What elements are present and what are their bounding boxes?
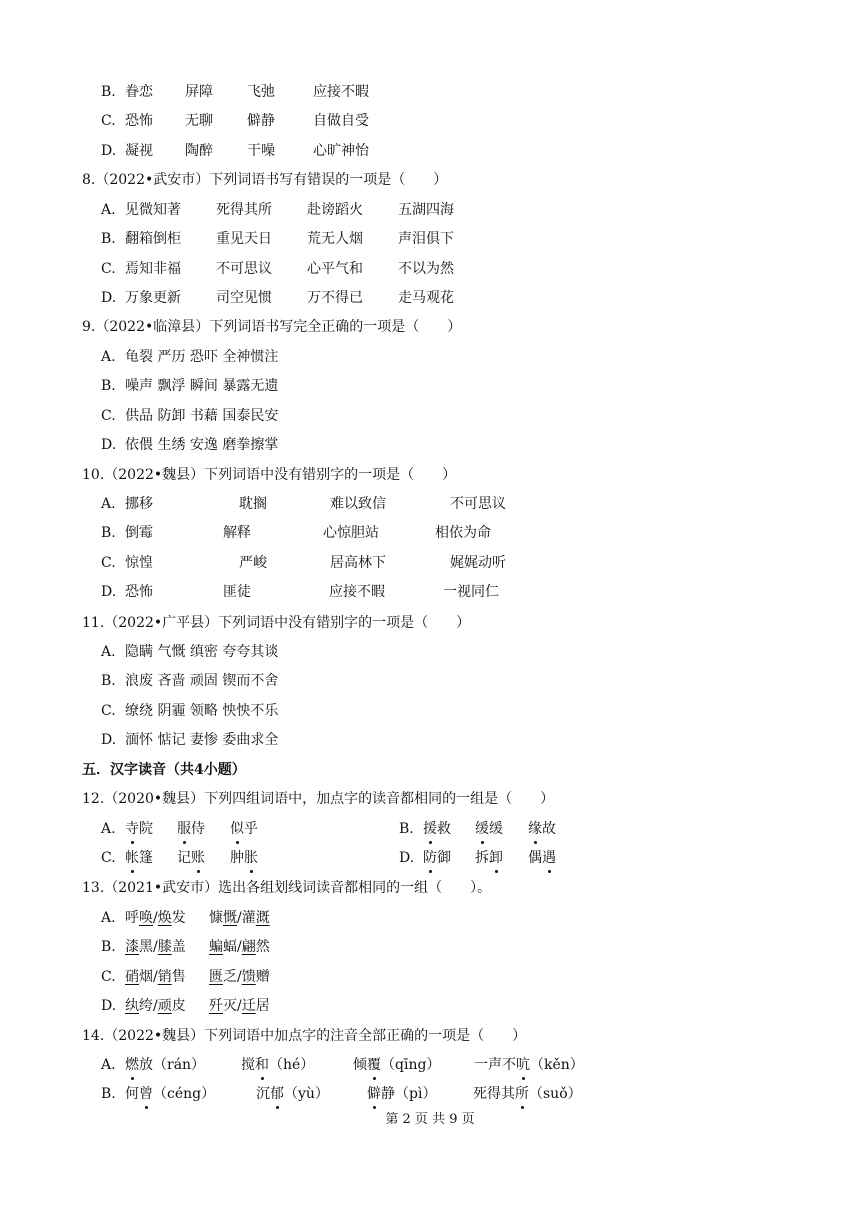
option-word: 走马观花: [398, 290, 454, 307]
option-word: 恐怖: [125, 113, 153, 130]
option-word: 死得其所: [216, 202, 272, 218]
option-word: 见微知著: [125, 202, 181, 218]
dotted-item: [256, 1086, 329, 1102]
option-word: 声泪俱下: [398, 231, 454, 248]
dotted-char: 缘: [528, 817, 542, 841]
dotted-char: 卸: [489, 846, 503, 870]
underlined-word: [242, 998, 270, 1014]
text-segment: （kěn）: [530, 1057, 584, 1073]
question-12-stem: 12.（2020•魏县）下列四组词语中，加点字的读音都相同的一组是（ ）: [82, 791, 555, 807]
dotted-word: [125, 821, 153, 837]
option-word: 司空见惯: [216, 290, 272, 307]
text-segment: 静（pì）: [381, 1086, 437, 1103]
underlined-word: [242, 910, 270, 926]
text-segment: 何: [125, 1086, 139, 1103]
option-label: A.: [101, 349, 116, 365]
dotted-item: [474, 1057, 584, 1073]
option-word: 挪移: [125, 496, 153, 512]
word-pair: [125, 935, 186, 959]
text-segment: 乎: [244, 821, 258, 837]
option-item: [125, 1053, 205, 1077]
option-word: 不可思议: [450, 496, 506, 512]
option-text: 龟裂 严历 恐吓 全神惯注: [125, 349, 279, 365]
option-word: 应接不暇: [329, 584, 385, 601]
underlined-char: 销: [157, 968, 172, 985]
option-label: B.: [101, 231, 116, 248]
underlined-char: 翩: [241, 939, 256, 956]
option-word: [528, 817, 556, 841]
option-label: D.: [101, 142, 117, 159]
dotted-char: 帐: [125, 846, 139, 870]
option-word: 相依为命: [435, 525, 491, 542]
option-word: 心惊胆站: [323, 525, 379, 542]
text-segment: 居: [255, 998, 270, 1015]
option-label: C.: [101, 113, 116, 130]
option-word: 不以为然: [398, 260, 454, 277]
underlined-char: 匮: [209, 968, 223, 985]
text-segment: 烟: [139, 968, 153, 985]
dotted-char: 寺: [125, 817, 139, 841]
slash-separator: /: [153, 998, 158, 1015]
underlined-char: 迁: [241, 998, 256, 1015]
section-title: 五．汉字读音（共4小题）: [82, 762, 246, 778]
word-pair: [209, 935, 270, 959]
text-segment: 故: [542, 821, 556, 837]
dotted-char: 遇: [542, 846, 556, 870]
underlined-word: [125, 998, 153, 1014]
underlined-char: 溉: [255, 910, 270, 926]
option-label: C.: [101, 554, 116, 571]
option-word: 心平气和: [307, 260, 363, 277]
option-label: B.: [101, 378, 116, 395]
word-pair: [125, 994, 186, 1018]
question-8-stem: 8.（2022•武安市）下列词语书写有错误的一项是（ ）: [82, 172, 448, 188]
option-word: 严峻: [239, 554, 267, 571]
text-segment: 救: [437, 821, 451, 837]
underlined-char: 顽: [157, 998, 172, 1015]
option-item: [473, 1082, 582, 1106]
option-word: 焉知非福: [125, 260, 181, 277]
option-item: [256, 1082, 329, 1106]
text-segment: （suǒ）: [529, 1086, 582, 1103]
underlined-word: [158, 910, 186, 926]
option-word: 一视同仁: [443, 584, 499, 601]
option-text: 依偎 生绣 安逸 磨拳擦掌: [125, 437, 279, 454]
underlined-word: [125, 969, 153, 985]
option-word: 万象更新: [125, 290, 181, 307]
option-item: [474, 1053, 584, 1077]
option-word: 耽搁: [239, 496, 267, 512]
option-word: 恐怖: [125, 584, 153, 601]
underlined-char: 焕: [157, 910, 172, 926]
text-segment: 售: [171, 968, 186, 985]
option-label: B.: [101, 673, 116, 690]
option-word: [230, 817, 258, 841]
underlined-char: 唤: [139, 910, 153, 926]
dotted-word: [528, 821, 556, 837]
underlined-word: [209, 910, 237, 926]
dotted-char: 缓: [475, 817, 489, 841]
dotted-word: [230, 821, 258, 837]
option-word: 心旷神怡: [313, 142, 369, 159]
option-item: [125, 1082, 215, 1106]
option-label: B.: [101, 939, 116, 956]
option-word: 赴谤蹈火: [307, 202, 363, 218]
option-item: [353, 1053, 440, 1077]
question-11-stem: 11.（2022•广平县）下列词语中没有错别字的一项是（ ）: [82, 615, 471, 631]
option-label: A.: [101, 910, 116, 926]
option-word: [475, 846, 503, 870]
option-word: 匪徒: [223, 584, 251, 601]
option-word: 万不得已: [307, 290, 363, 307]
word-pair: [125, 965, 186, 989]
text-segment: 放（rán）: [139, 1057, 206, 1073]
dotted-item: [125, 1057, 205, 1073]
dotted-word: [177, 850, 205, 866]
dotted-char: 账: [191, 846, 205, 870]
text-segment: 院: [139, 821, 153, 837]
option-text: 隐瞒 气慨 缜密 夸夸其谈: [125, 644, 279, 660]
option-label: D.: [399, 850, 415, 866]
dotted-char: 郁: [270, 1082, 284, 1106]
text-segment: （qīng）: [381, 1057, 441, 1073]
dotted-item: [473, 1086, 582, 1102]
option-word: 难以致信: [330, 496, 386, 512]
dotted-word: [423, 821, 451, 837]
underlined-word: [209, 939, 237, 955]
dotted-word: [177, 821, 205, 837]
dotted-word: [475, 821, 503, 837]
slash-separator: /: [237, 939, 242, 956]
text-segment: 偶: [528, 850, 542, 866]
option-label: B.: [399, 821, 414, 837]
option-word: 解释: [223, 525, 251, 542]
underlined-char: 蝙: [209, 939, 223, 956]
option-word: 不可思议: [216, 260, 272, 277]
underlined-word: [158, 969, 186, 985]
option-label: D.: [101, 584, 117, 601]
option-label: A.: [101, 202, 116, 218]
option-word: 重见天日: [216, 231, 272, 248]
option-label: B.: [101, 1086, 116, 1103]
option-label: A.: [101, 496, 116, 512]
word-pair: [209, 994, 270, 1018]
underlined-word: [125, 939, 153, 955]
underlined-char: 慨: [223, 910, 237, 926]
option-word: [125, 846, 153, 870]
underlined-word: [125, 910, 153, 926]
dotted-word: [475, 850, 503, 866]
option-word: [423, 846, 451, 870]
option-word: 倒霉: [125, 525, 153, 542]
dotted-word: [230, 850, 258, 866]
text-segment: 篷: [139, 850, 153, 866]
text-segment: 绔: [139, 998, 153, 1015]
underlined-word: [242, 969, 270, 985]
text-segment: 蝠: [223, 939, 237, 956]
dotted-char: 覆: [367, 1053, 381, 1077]
text-segment: 记: [177, 850, 191, 866]
dotted-item: [241, 1057, 314, 1073]
option-word: 陶醉: [185, 142, 213, 159]
underlined-char: 漆: [125, 939, 139, 956]
dotted-char: 曾: [139, 1082, 153, 1106]
text-segment: 乏: [223, 968, 237, 985]
text-segment: 沉: [256, 1086, 270, 1103]
underlined-char: 纨: [125, 998, 139, 1015]
dotted-item: [353, 1057, 440, 1073]
option-text: 供品 防卸 书藉 国泰民安: [125, 407, 279, 424]
underlined-word: [158, 998, 186, 1014]
option-word: [475, 817, 503, 841]
underlined-word: [209, 998, 237, 1014]
option-word: 娓娓动听: [450, 554, 506, 571]
dotted-word: [528, 850, 556, 866]
text-segment: （céng）: [153, 1086, 216, 1103]
option-word: 自做自受: [313, 113, 369, 130]
text-segment: 搅: [241, 1057, 255, 1073]
question-9-stem: 9.（2022•临漳县）下列词语书写完全正确的一项是（ ）: [82, 319, 462, 335]
option-label: D.: [101, 732, 117, 749]
text-segment: 呼: [125, 910, 139, 926]
option-word: 居高林下: [330, 554, 386, 571]
text-segment: 御: [437, 850, 451, 866]
slash-separator: /: [153, 910, 158, 926]
option-label: A.: [101, 644, 116, 660]
option-label: D.: [101, 437, 117, 454]
question-10-stem: 10.（2022•魏县）下列词语中没有错别字的一项是（ ）: [82, 467, 457, 483]
text-segment: 发: [171, 910, 186, 926]
option-text: 缭绕 阴霾 领略 怏怏不乐: [125, 702, 279, 719]
text-segment: 肿: [230, 850, 244, 866]
text-segment: 灌: [241, 910, 256, 926]
option-word: 飞弛: [247, 84, 275, 100]
slash-separator: /: [237, 968, 242, 985]
slash-separator: /: [237, 998, 242, 1015]
word-pair: [125, 906, 186, 930]
dotted-char: 援: [423, 817, 437, 841]
underlined-word: [242, 939, 270, 955]
option-word: 干噪: [247, 142, 275, 159]
option-label: D.: [101, 290, 117, 307]
option-text: 湎怀 惦记 妻惨 委曲求全: [125, 732, 279, 749]
page-footer: 第 2 页 共 9 页: [385, 1112, 475, 1127]
option-label: C.: [101, 850, 116, 866]
option-text: 噪声 飘浮 瞬间 暴露无遗: [125, 378, 279, 395]
dotted-char: 僻: [367, 1082, 381, 1106]
question-14-stem: 14.（2022•魏县）下列词语中加点字的注音全部正确的一项是（ ）: [82, 1028, 527, 1044]
word-pair: [209, 965, 270, 989]
option-word: 眷恋: [125, 84, 153, 100]
dotted-char: 和: [255, 1053, 269, 1077]
dotted-char: 吭: [516, 1053, 530, 1077]
option-word: [177, 817, 205, 841]
dotted-char: 所: [515, 1082, 529, 1106]
underlined-char: 硝: [125, 968, 139, 985]
option-word: [125, 817, 153, 841]
option-word: 无聊: [185, 113, 213, 130]
option-item: [241, 1053, 314, 1077]
dotted-char: 似: [230, 817, 244, 841]
option-label: B.: [101, 84, 116, 100]
dotted-char: 燃: [125, 1053, 139, 1077]
dotted-char: 胀: [244, 846, 258, 870]
option-word: [423, 817, 451, 841]
text-segment: 皮: [171, 998, 186, 1015]
text-segment: 缓: [489, 821, 503, 837]
text-segment: 盖: [171, 939, 186, 956]
underlined-char: 馈: [241, 968, 256, 985]
option-label: C.: [101, 407, 116, 424]
underlined-word: [209, 969, 237, 985]
text-segment: 灭: [223, 998, 237, 1015]
dotted-item: [125, 1086, 215, 1102]
text-segment: （yù）: [284, 1086, 329, 1103]
dotted-item: [367, 1086, 436, 1102]
option-label: A.: [101, 1057, 116, 1073]
option-word: [177, 846, 205, 870]
text-segment: 倾: [353, 1057, 367, 1073]
option-word: 应接不暇: [313, 84, 369, 100]
slash-separator: /: [237, 910, 242, 926]
text-segment: 侍: [191, 821, 205, 837]
option-word: 僻静: [247, 113, 275, 130]
dotted-char: 服: [177, 817, 191, 841]
underlined-char: 歼: [209, 998, 223, 1015]
option-text: 浪废 吝啬 顽固 锲而不舍: [125, 673, 279, 690]
option-item: [367, 1082, 436, 1106]
text-segment: （hé）: [269, 1057, 315, 1073]
dotted-word: [423, 850, 451, 866]
text-segment: 一声不: [474, 1057, 516, 1073]
text-segment: 然: [255, 939, 270, 956]
dotted-word: [125, 850, 153, 866]
option-word: 翻箱倒柜: [125, 231, 181, 248]
option-label: B.: [101, 525, 116, 542]
underlined-word: [158, 939, 186, 955]
option-label: A.: [101, 821, 116, 837]
option-label: C.: [101, 260, 116, 277]
text-segment: 慷: [209, 910, 223, 926]
option-label: C.: [101, 702, 116, 719]
option-word: 五湖四海: [398, 202, 454, 218]
slash-separator: /: [153, 968, 158, 985]
text-segment: 拆: [475, 850, 489, 866]
option-word: 荒无人烟: [307, 231, 363, 248]
option-word: 凝视: [125, 142, 153, 159]
option-word: [528, 846, 556, 870]
option-word: 屏障: [185, 84, 213, 100]
option-word: [230, 846, 258, 870]
text-segment: 死得其: [473, 1086, 515, 1103]
text-segment: 赠: [255, 968, 270, 985]
underlined-char: 膝: [157, 939, 172, 956]
word-pair: [209, 906, 270, 930]
dotted-char: 防: [423, 846, 437, 870]
option-label: D.: [101, 998, 117, 1015]
option-word: 惊惶: [125, 554, 153, 571]
option-label: C.: [101, 968, 116, 985]
text-segment: 黑: [139, 939, 153, 956]
slash-separator: /: [153, 939, 158, 956]
question-13-stem: 13.（2021•武安市）选出各组划线词读音都相同的一组（ ）。: [82, 880, 492, 896]
